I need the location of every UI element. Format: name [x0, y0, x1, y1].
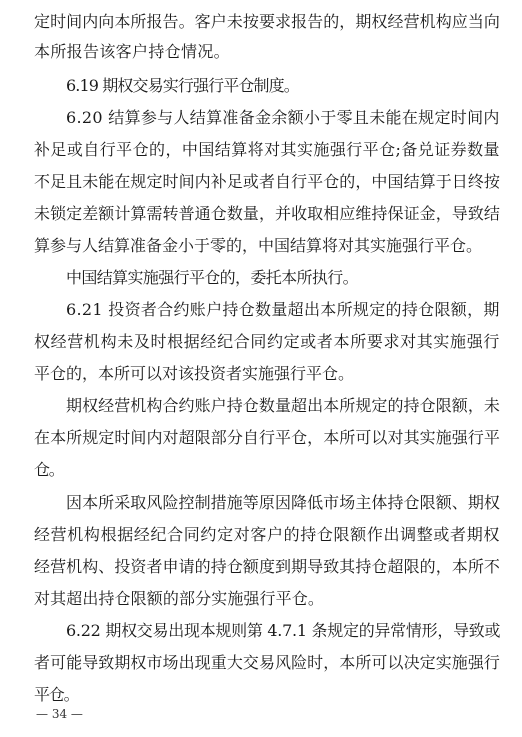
text-line: 6.20 结算参与人结算准备金余额小于零且未能在规定时间内	[66, 108, 500, 127]
text-line: 未锁定差额计算需转普通仓数量，并收取相应维持保证金，导致结	[34, 204, 500, 223]
text-line: 经营机构根据经纪合同约定对客户的持仓限额作出调整或者期权	[34, 525, 500, 544]
text-line: 算参与人结算准备金小于零的，中国结算将对其实施强行平仓。	[34, 236, 482, 255]
text-line: 平仓的，本所可以对该投资者实施强行平仓。	[34, 364, 354, 383]
text-line: 者可能导致期权市场出现重大交易风险时，本所可以决定实施强行	[34, 653, 500, 672]
text-line: 对其超出持仓限额的部分实施强行平仓。	[34, 589, 324, 608]
text-line: 不足且未能在规定时间内补足或者自行平仓的，中国结算于日终按	[34, 172, 500, 191]
text-line: 仓。	[34, 460, 64, 479]
text-line: 在本所规定时间内对超限部分自行平仓，本所可以对其实施强行平	[34, 428, 500, 447]
page-number: — 34 —	[36, 707, 83, 721]
text-line: 中国结算实施强行平仓的，委托本所执行。	[66, 268, 358, 287]
text-line: 期权经营机构合约账户持仓数量超出本所规定的持仓限额，未	[66, 396, 500, 415]
text-line: 6.21 投资者合约账户持仓数量超出本所规定的持仓限额，期	[66, 300, 500, 319]
text-line: 6.22 期权交易出现本规则第 4.7.1 条规定的异常情形，导致或	[66, 621, 501, 640]
text-line: 补足或自行平仓的，中国结算将对其实施强行平仓;备兑证券数量	[34, 140, 500, 159]
text-line: 权经营机构未及时根据经纪合同约定或者本所要求对其实施强行	[34, 332, 500, 351]
text-line: 经营机构、投资者申请的持仓额度到期导致其持仓超限的，本所不	[34, 557, 500, 576]
text-line: 定时间内向本所报告。客户未按要求报告的，期权经营机构应当向	[34, 12, 500, 31]
text-line: 因本所采取风险控制措施等原因降低市场主体持仓限额、期权	[66, 493, 500, 512]
text-line: 6.19 期权交易实行强行平仓制度。	[66, 76, 299, 95]
text-line: 本所报告该客户持仓情况。	[34, 42, 230, 61]
text-line: 平仓。	[34, 685, 79, 704]
